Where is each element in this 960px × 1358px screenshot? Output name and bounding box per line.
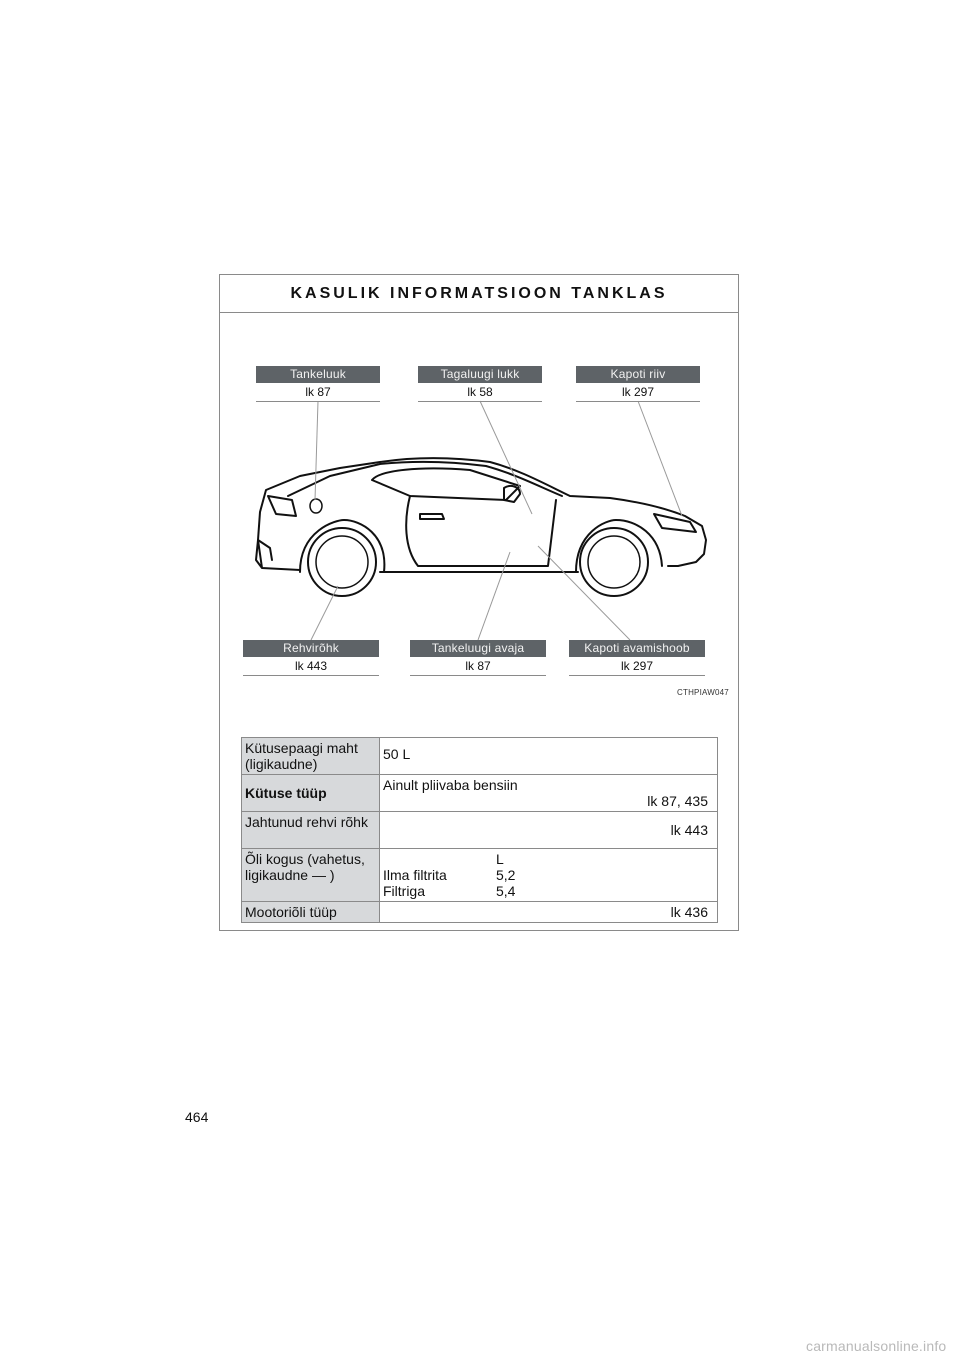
tire-pressure-label: Jahtunud rehvi rõhk [242, 812, 380, 849]
oil-capacity-grid [383, 851, 714, 899]
oil-row-value: 5,4 [496, 883, 516, 899]
car-head-light [654, 514, 696, 532]
leader-hood-lever [538, 546, 630, 640]
figure-code: CTHPIAW047 [677, 688, 729, 697]
rear-wheel-rim [316, 536, 368, 588]
oil-row-name: Ilma filtrita [383, 867, 447, 883]
front-wheel-tire [580, 528, 648, 596]
oil-grid-spacer [383, 851, 496, 867]
callout-label: Kapoti avamishoob [569, 640, 705, 657]
table-row [242, 849, 718, 902]
car-tail-light [268, 496, 296, 516]
oil-type-ref: lk 436 [670, 904, 708, 920]
rear-wheel-tire [308, 528, 376, 596]
fuel-type-value [380, 775, 718, 812]
callout-label: Rehvirõhk [243, 640, 379, 657]
leader-fuel-door [315, 401, 318, 500]
callout-ref: lk 443 [243, 657, 379, 676]
callout-label: Kapoti riiv [576, 366, 700, 383]
oil-unit: L [496, 851, 504, 867]
oil-capacity-value [380, 849, 718, 902]
front-wheel-rim [588, 536, 640, 588]
table-row [242, 775, 718, 812]
leader-tire-pressure [311, 586, 338, 640]
tire-pressure-value [380, 812, 718, 849]
oil-type-value [380, 902, 718, 923]
oil-row-name: Filtriga [383, 883, 426, 899]
spec-table [241, 737, 718, 923]
page-number: 464 [185, 1109, 209, 1125]
car-window-inner [372, 468, 520, 500]
table-row [242, 812, 718, 849]
callout-ref: lk 87 [256, 383, 380, 402]
callout-hood-lever [569, 640, 705, 676]
oil-type-label: Mootoriõli tüüp [242, 902, 380, 923]
callout-fuel-door [256, 366, 380, 402]
oil-capacity-label: Õli kogus (vahetus, ligikaudne — ) [242, 849, 380, 902]
callout-ref: lk 87 [410, 657, 546, 676]
callout-fuel-door-opener [410, 640, 546, 676]
car-door-handle [420, 514, 444, 519]
callout-label: Tagaluugi lukk [418, 366, 542, 383]
callout-tire-pressure [243, 640, 379, 676]
fuel-type-label [242, 775, 380, 812]
callout-label: Tankeluugi avaja [410, 640, 546, 657]
callout-ref: lk 297 [576, 383, 700, 402]
callout-label: Tankeluuk [256, 366, 380, 383]
fuel-type-text: Ainult pliivaba bensiin [383, 777, 518, 793]
watermark: carmanualsonline.info [806, 1338, 947, 1354]
leader-hood-latch [638, 401, 682, 516]
tire-pressure-ref: lk 443 [670, 822, 708, 838]
table-row [242, 738, 718, 775]
callout-hood-latch [576, 366, 700, 402]
fuel-type-ref: lk 87, 435 [647, 793, 708, 809]
tank-capacity-text: 50 L [383, 746, 411, 762]
tank-capacity-label: Kütusepaagi maht (ligikaudne) [242, 738, 380, 775]
table-row [242, 902, 718, 923]
leader-back-door-lock [480, 401, 532, 514]
callout-back-door-lock [418, 366, 542, 402]
car-door-outline [406, 496, 556, 566]
fuel-door-shape [310, 499, 322, 513]
fuel-type-label-text: Kütuse tüüp [245, 785, 327, 801]
callout-ref: lk 297 [569, 657, 705, 676]
panel-title: KASULIK INFORMATSIOON TANKLAS [290, 284, 668, 302]
callout-ref: lk 58 [418, 383, 542, 402]
tank-capacity-value [380, 738, 718, 775]
oil-row-value: 5,2 [496, 867, 516, 883]
